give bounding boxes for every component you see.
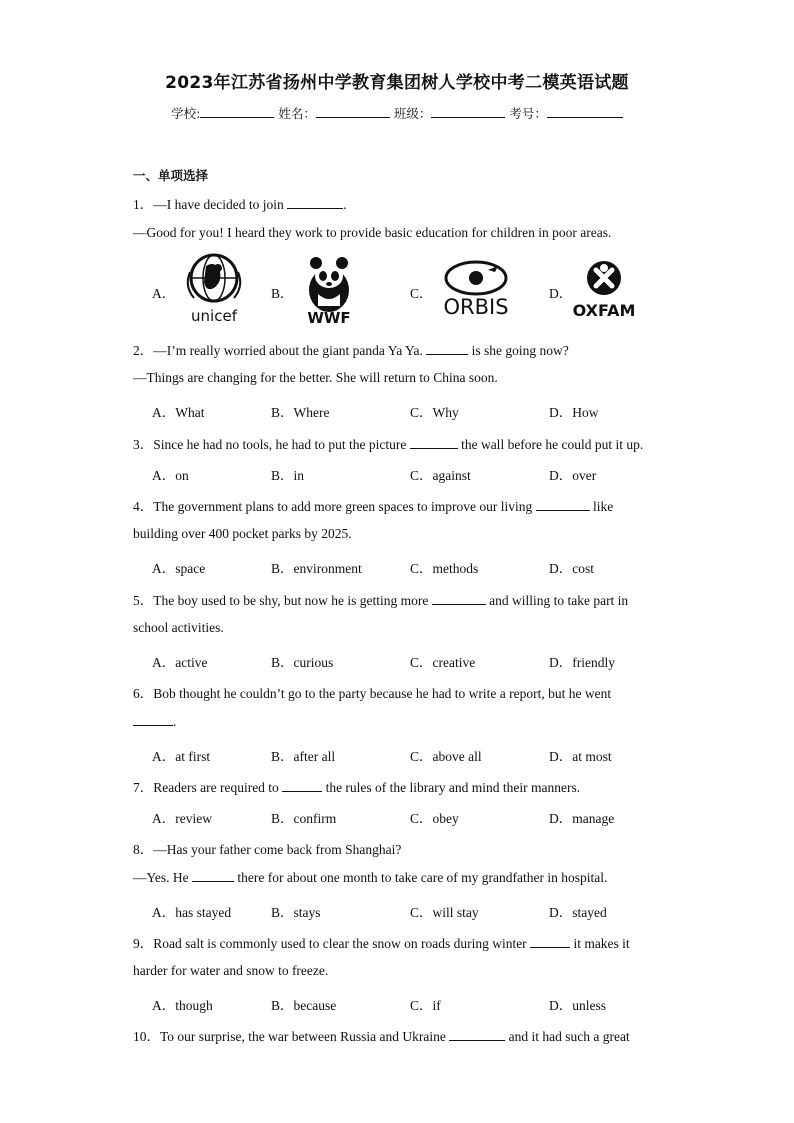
q9-option-b[interactable]: B．because xyxy=(271,998,337,1013)
q7-option-d[interactable]: D．manage xyxy=(549,811,615,826)
q1-line2: —Good for you! I heard they work to provide basic education for children in poor areas. xyxy=(133,225,612,240)
q3-stem: 3．Since he had no tools, he had to put the picture the wall before he could put it up. xyxy=(133,437,644,452)
q4-option-b[interactable]: B．environment xyxy=(271,561,362,576)
q6-option-b[interactable]: B．after all xyxy=(271,749,336,764)
q1-option-d-label[interactable]: D． xyxy=(549,286,573,301)
q8-blank[interactable] xyxy=(192,869,234,882)
page-title: 2023年江苏省扬州中学教育集团树人学校中考二模英语试题 xyxy=(165,73,629,93)
q5-line2: school activities. xyxy=(133,620,224,635)
q8-line2: —Yes. He there for about one month to take care of my grandfather in hospital. xyxy=(133,870,608,885)
q8-option-d[interactable]: D．stayed xyxy=(549,905,607,920)
q8-option-c[interactable]: C．will stay xyxy=(410,905,479,920)
q5-option-d[interactable]: D．friendly xyxy=(549,655,615,670)
orbis-logo-icon[interactable] xyxy=(436,258,516,320)
name-blank[interactable] xyxy=(316,105,390,118)
q9-blank[interactable] xyxy=(530,935,570,948)
q1-option-a-label[interactable]: A． xyxy=(152,286,176,301)
q9-line2: harder for water and snow to freeze. xyxy=(133,963,329,978)
school-label: 学校: xyxy=(171,106,201,121)
q4-option-a[interactable]: A．space xyxy=(152,561,206,576)
number-blank[interactable] xyxy=(547,105,623,118)
q2-blank[interactable] xyxy=(426,342,468,355)
q2-line2: —Things are changing for the better. She will return to China soon. xyxy=(133,370,498,385)
q3-option-c[interactable]: C．against xyxy=(410,468,471,483)
unicef-logo-icon[interactable] xyxy=(182,252,246,324)
wwf-panda-logo-icon[interactable] xyxy=(298,254,360,326)
q2-option-a[interactable]: A．What xyxy=(152,405,205,420)
q7-stem: 7．Readers are required to the rules of the library and mind their manners. xyxy=(133,780,581,795)
unicef-wordmark: unicef xyxy=(191,307,237,324)
q8-stem: 8．—Has your father come back from Shanghai? xyxy=(133,842,402,857)
q6-option-d[interactable]: D．at most xyxy=(549,749,612,764)
name-label: 姓名： xyxy=(278,106,316,121)
q5-stem: 5．The boy used to be shy, but now he is getting more and willing to take part in xyxy=(133,593,629,608)
q9-stem: 9．Road salt is commonly used to clear the snow on roads during winter it makes it xyxy=(133,936,630,951)
q1-stem: 1．—I have decided to join . xyxy=(133,197,347,212)
oxfam-wordmark: OXFAM xyxy=(572,301,636,320)
q7-option-c[interactable]: C．obey xyxy=(410,811,459,826)
q10-blank[interactable] xyxy=(449,1028,505,1041)
q6-blank[interactable] xyxy=(133,713,173,726)
school-blank[interactable] xyxy=(200,105,274,118)
q3-option-a[interactable]: A．on xyxy=(152,468,189,483)
class-blank[interactable] xyxy=(431,105,505,118)
q6-stem: 6．Bob thought he couldn’t go to the party because he had to write a report, but he went xyxy=(133,686,612,701)
q5-blank[interactable] xyxy=(432,592,486,605)
q2-stem: 2．—I’m really worried about the giant panda Ya Ya. is she going now? xyxy=(133,343,569,358)
q6-option-c[interactable]: C．above all xyxy=(410,749,482,764)
q3-blank[interactable] xyxy=(410,436,458,449)
q4-stem: 4．The government plans to add more green spaces to improve our living like xyxy=(133,499,614,514)
q9-option-c[interactable]: C．if xyxy=(410,998,441,1013)
oxfam-logo-icon[interactable] xyxy=(572,258,636,320)
q6-option-a[interactable]: A．at first xyxy=(152,749,211,764)
q5-option-c[interactable]: C．creative xyxy=(410,655,476,670)
q6-line2: . xyxy=(133,713,176,730)
q7-blank[interactable] xyxy=(282,779,322,792)
q3-option-b[interactable]: B．in xyxy=(271,468,305,483)
q1-option-b-label[interactable]: B． xyxy=(271,286,294,301)
q5-option-a[interactable]: A．active xyxy=(152,655,208,670)
q4-option-d[interactable]: D．cost xyxy=(549,561,594,576)
q5-option-b[interactable]: B．curious xyxy=(271,655,334,670)
q2-option-d[interactable]: D．How xyxy=(549,405,599,420)
q4-blank[interactable] xyxy=(536,498,590,511)
student-info-line xyxy=(0,104,794,122)
q8-option-b[interactable]: B．stays xyxy=(271,905,321,920)
q2-option-c[interactable]: C．Why xyxy=(410,405,459,420)
q1-blank[interactable] xyxy=(287,196,343,209)
q9-option-a[interactable]: A．though xyxy=(152,998,213,1013)
section-heading: 一、单项选择 xyxy=(133,168,209,183)
q7-option-a[interactable]: A．review xyxy=(152,811,212,826)
q4-option-c[interactable]: C．methods xyxy=(410,561,479,576)
q8-option-a[interactable]: A．has stayed xyxy=(152,905,232,920)
q2-option-b[interactable]: B．Where xyxy=(271,405,330,420)
q7-option-b[interactable]: B．confirm xyxy=(271,811,337,826)
orbis-wordmark: ORBIS xyxy=(443,295,509,319)
q4-line2: building over 400 pocket parks by 2025. xyxy=(133,526,352,541)
q3-option-d[interactable]: D．over xyxy=(549,468,597,483)
q1-option-c-label[interactable]: C． xyxy=(410,286,433,301)
number-label: 考号： xyxy=(509,106,547,121)
q9-option-d[interactable]: D．unless xyxy=(549,998,606,1013)
class-label: 班级： xyxy=(393,106,432,121)
q10-stem: 10．To our surprise, the war between Russia and Ukraine and it had such a great xyxy=(133,1029,630,1044)
wwf-wordmark: WWF xyxy=(307,309,351,326)
